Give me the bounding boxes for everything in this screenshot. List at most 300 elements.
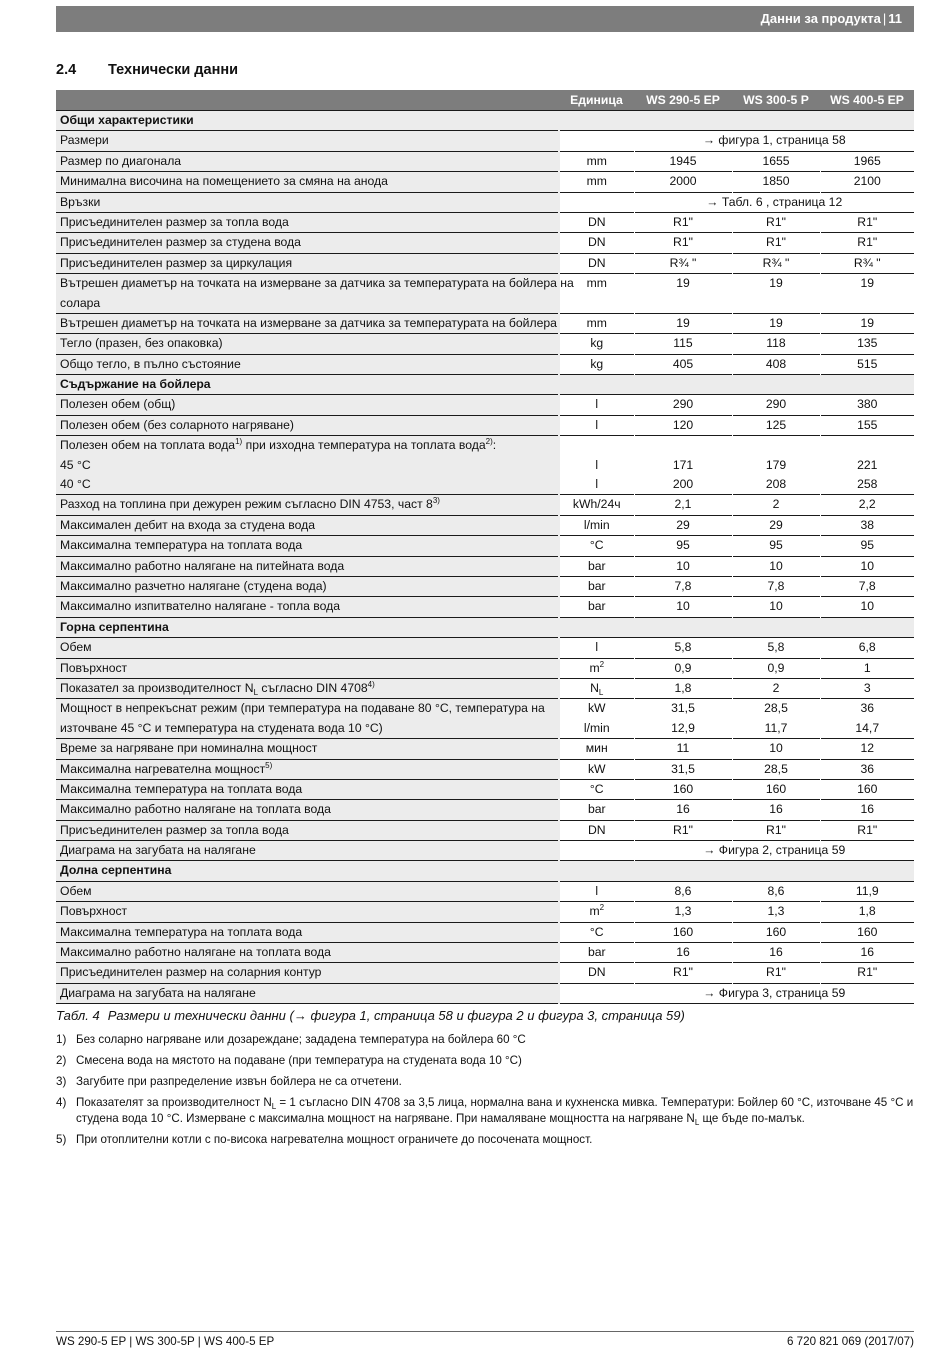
value-cell	[732, 436, 820, 456]
value-cell: 118	[732, 334, 820, 354]
value-cell: 29	[634, 515, 732, 535]
row-label-text: Диаграма на загубата на налягане	[60, 843, 256, 858]
value-cell: R1"	[820, 820, 914, 840]
value-cell: 19	[634, 313, 732, 333]
value-cell: 408	[732, 354, 820, 374]
row-label-text: Общо тегло, в пълно състояние	[60, 356, 241, 371]
row-label	[56, 415, 559, 435]
value-cell: 16	[634, 943, 732, 963]
column-header: WS 300-5 P	[732, 90, 820, 111]
unit-cell	[559, 800, 634, 820]
value-cell	[820, 436, 914, 456]
row-label-text: Повърхност	[60, 904, 128, 919]
row-label-text: Вътрешен диаметър на точката на измерване за датчика за температурата на бойлера на	[60, 276, 574, 291]
row-label	[56, 274, 574, 294]
footnote-text-part: При отоплителни котли с по-висока нагревателна мощност ограничете до посочената мощност.	[76, 1133, 593, 1146]
row-label	[56, 556, 559, 576]
value-cell: 6,8	[820, 638, 914, 658]
unit-cell	[559, 456, 634, 475]
value-cell: R1"	[634, 820, 732, 840]
row-label	[56, 294, 559, 314]
unit-sup: 2	[599, 903, 605, 913]
value-cell: 125	[732, 415, 820, 435]
value-cell: 16	[732, 800, 820, 820]
unit-cell	[559, 943, 634, 963]
value-cell: 95	[732, 536, 820, 556]
row-label-text: 40 °C	[60, 477, 91, 492]
value-cell: 208	[732, 475, 820, 495]
row-label	[56, 131, 559, 151]
value-cell: 95	[820, 536, 914, 556]
row-label-text: Максимално работно налягане на топлата вода	[60, 945, 331, 960]
row-label	[56, 151, 559, 171]
value-cell: 10	[732, 739, 820, 759]
row-label	[56, 963, 559, 983]
header-section: Данни за продукта	[760, 11, 881, 26]
unit-cell	[559, 556, 634, 576]
unit-text: l	[595, 397, 599, 412]
footnote	[56, 1074, 916, 1090]
value-cell: R1"	[732, 212, 820, 232]
footnote-ref: 4)	[367, 679, 375, 689]
value-cell: 3	[820, 678, 914, 698]
value-cell: 7,8	[732, 576, 820, 596]
unit-cell	[559, 436, 634, 456]
row-label-text: Максимална температура на топлата вода	[60, 781, 303, 796]
value-cell: 1655	[732, 151, 820, 171]
table-body	[56, 111, 914, 1004]
value-cell: 120	[634, 415, 732, 435]
unit-cell	[559, 212, 634, 232]
value-cell: R1"	[634, 963, 732, 983]
table-row	[56, 759, 914, 779]
unit-cell	[559, 192, 634, 212]
unit-cell	[559, 759, 634, 779]
footnote-number: 2)	[56, 1054, 67, 1067]
unit-cell	[559, 233, 634, 253]
value-cell: 36	[820, 699, 914, 719]
unit-text: DN	[587, 822, 606, 837]
unit-cell	[559, 253, 634, 273]
row-label	[56, 395, 559, 415]
footnote-number: 5)	[56, 1133, 67, 1146]
unit-cell	[559, 313, 634, 333]
table-row	[56, 313, 914, 333]
footer-doc-number: 6 720 821 069 (2017/07)	[787, 1335, 914, 1348]
row-label	[56, 983, 559, 1003]
table-row	[56, 233, 914, 253]
value-cell: 10	[634, 556, 732, 576]
value-cell: 95	[634, 536, 732, 556]
value-cell: 19	[820, 274, 914, 294]
unit-cell	[559, 779, 634, 799]
row-label	[56, 334, 559, 354]
group-row	[56, 861, 914, 881]
value-cell: 2	[732, 495, 820, 515]
value-cell: 2,1	[634, 495, 732, 515]
row-label	[56, 313, 559, 333]
caption-label: Табл. 4	[56, 1008, 100, 1023]
value-cell: 19	[732, 274, 820, 294]
footnote-ref: 2)	[485, 437, 493, 447]
table-row	[56, 597, 914, 617]
section-title	[56, 62, 238, 78]
value-cell: 160	[732, 779, 820, 799]
row-label	[56, 576, 559, 596]
row-label	[56, 172, 559, 192]
row-label	[56, 922, 559, 942]
table-row	[56, 536, 914, 556]
row-label-text: Присъединителен размер за топла вода	[60, 822, 289, 837]
unit-text: m	[589, 904, 600, 919]
unit-cell	[559, 658, 634, 678]
unit-text: m	[589, 660, 600, 675]
value-cell: 16	[634, 800, 732, 820]
unit-sub: L	[598, 687, 604, 697]
value-cell: 14,7	[820, 719, 914, 739]
value-cell: 1,8	[820, 902, 914, 922]
row-label-text: Диаграма на загубата на налягане	[60, 985, 256, 1000]
unit-text: °C	[589, 781, 604, 796]
footnote-sub: L	[694, 1118, 700, 1127]
row-label	[56, 597, 559, 617]
table-header-row	[56, 90, 914, 111]
section-heading: Технически данни	[108, 62, 238, 78]
row-label-text: Полезен обем на топлата вода	[60, 438, 236, 453]
row-label-text: Присъединителен размер за топла вода	[60, 214, 289, 229]
value-cell: 12	[820, 739, 914, 759]
footnote-ref: 1)	[235, 437, 243, 447]
value-cell	[634, 294, 732, 314]
unit-cell	[559, 678, 634, 698]
table-row	[56, 172, 914, 192]
unit-cell	[559, 902, 634, 922]
unit-cell	[559, 719, 634, 739]
unit-text: DN	[587, 255, 606, 270]
unit-cell	[559, 983, 634, 1003]
reference-cell: → Фигура 2, страница 59	[634, 841, 914, 861]
row-label	[56, 779, 559, 799]
unit-cell	[559, 820, 634, 840]
unit-text: l/min	[583, 517, 610, 532]
value-cell: 12,9	[634, 719, 732, 739]
unit-text: l	[595, 883, 599, 898]
unit-text: N	[590, 680, 599, 695]
row-label-text: 45 °C	[60, 457, 91, 472]
row-label-text: Максимално изпитвателно налягане - топла вода	[60, 599, 341, 614]
row-label	[56, 800, 559, 820]
value-cell: 258	[820, 475, 914, 495]
table-row	[56, 294, 914, 314]
value-cell: 8,6	[732, 881, 820, 901]
value-cell: R1"	[820, 212, 914, 232]
table-row	[56, 456, 914, 475]
unit-text: mm	[586, 276, 607, 291]
header-separator: |	[882, 11, 887, 26]
value-cell: 29	[732, 515, 820, 535]
group-row	[56, 375, 914, 395]
table-row	[56, 395, 914, 415]
row-label-text: Минимална височина на помещението за смяна на анода	[60, 174, 388, 189]
table-row	[56, 274, 914, 294]
group-label: Съдържание на бойлера	[56, 375, 914, 395]
row-label	[56, 233, 559, 253]
unit-cell	[559, 515, 634, 535]
footnote-text	[76, 1095, 916, 1127]
value-cell: 160	[634, 779, 732, 799]
value-cell: 171	[634, 456, 732, 475]
value-cell: 1,3	[634, 902, 732, 922]
footnote	[56, 1053, 916, 1069]
value-cell: 160	[820, 779, 914, 799]
value-cell: 380	[820, 395, 914, 415]
group-row	[56, 617, 914, 637]
value-cell: 160	[634, 922, 732, 942]
footnote-text-part: Смесена вода на мястото на подаване (при температура на студената вода 10 °C)	[76, 1054, 522, 1067]
row-label-text: Присъединителен размер за циркулация	[60, 255, 293, 270]
table-row	[56, 922, 914, 942]
unit-cell	[559, 354, 634, 374]
value-cell: R1"	[820, 963, 914, 983]
row-label-text: :	[492, 438, 497, 453]
row-label	[56, 536, 559, 556]
unit-cell	[559, 395, 634, 415]
row-label	[56, 212, 559, 232]
value-cell: 179	[732, 456, 820, 475]
value-cell: 28,5	[732, 699, 820, 719]
value-cell: 36	[820, 759, 914, 779]
table-row	[56, 192, 914, 212]
header-page-number: 11	[888, 11, 902, 26]
value-cell: 10	[634, 597, 732, 617]
value-cell: 31,5	[634, 699, 732, 719]
unit-text: mm	[586, 153, 607, 168]
row-label	[56, 515, 559, 535]
row-label	[56, 192, 559, 212]
table-row	[56, 436, 914, 456]
table-caption	[56, 1008, 685, 1023]
table-row	[56, 334, 914, 354]
table-row	[56, 638, 914, 658]
unit-text: DN	[587, 235, 606, 250]
table-row	[56, 983, 914, 1003]
caption-text: Размери и технически данни (→ фигура 1, страница 58 и фигура 2 и фигура 3, страница 59)	[107, 1008, 685, 1023]
row-label-text: Полезен обем (общ)	[60, 397, 176, 412]
footer-divider	[56, 1331, 914, 1332]
value-cell: 31,5	[634, 759, 732, 779]
footnote-sub: L	[271, 1102, 277, 1111]
unit-text: l	[595, 640, 599, 655]
table-row	[56, 699, 914, 719]
value-cell: R1"	[732, 820, 820, 840]
value-cell: 8,6	[634, 881, 732, 901]
row-label-text: солара	[60, 295, 101, 310]
value-cell: R1"	[634, 233, 732, 253]
reference-cell: → Фигура 3, страница 59	[634, 983, 914, 1003]
table-row	[56, 881, 914, 901]
unit-cell	[559, 536, 634, 556]
footnote-text	[76, 1032, 526, 1048]
table-row	[56, 820, 914, 840]
unit-text: bar	[587, 578, 606, 593]
unit-text: l	[595, 477, 599, 492]
row-label-text: Полезен обем (без соларното нагряване)	[60, 417, 294, 432]
value-cell: 5,8	[732, 638, 820, 658]
row-label-text: Присъединителен размер на соларния контур	[60, 965, 322, 980]
value-cell: 2100	[820, 172, 914, 192]
value-cell: 5,8	[634, 638, 732, 658]
unit-text: l	[595, 417, 599, 432]
row-label	[56, 902, 559, 922]
row-label-text: Връзки	[60, 194, 101, 209]
reference-cell: → фигура 1, страница 58	[634, 131, 914, 151]
row-label	[56, 436, 559, 456]
value-cell: 200	[634, 475, 732, 495]
row-label	[56, 495, 559, 515]
unit-cell	[559, 294, 634, 314]
column-header: Единица	[559, 90, 634, 111]
table-row	[56, 678, 914, 698]
footnote-text	[76, 1074, 402, 1090]
row-label	[56, 841, 559, 861]
row-label	[56, 658, 559, 678]
row-label-text: Разход на топлина при дежурен режим съгласно DIN 4753, част 8	[60, 497, 433, 512]
row-label-text: Тегло (празен, без опаковка)	[60, 336, 223, 351]
table-row	[56, 779, 914, 799]
value-cell: 16	[820, 943, 914, 963]
table-row	[56, 495, 914, 515]
unit-sup: 2	[599, 659, 605, 669]
table-row	[56, 515, 914, 535]
value-cell: R¾ "	[732, 253, 820, 273]
footnote-number: 4)	[56, 1096, 67, 1109]
row-label	[56, 678, 559, 698]
footnote-text-part: = 1 съгласно DIN 4708 за 3,5 лица, нормална вана и кухненска мивка. Температури: Бойлер 60 °C, източване 45 °C и студена вода 10 °C. Измерване с максимална мощност на нагряване. При намаляване мощността на нагряване N	[76, 1096, 914, 1125]
value-cell: R¾ "	[820, 253, 914, 273]
row-label-text: Максимален дебит на входа за студена вода	[60, 517, 315, 532]
footnote	[56, 1095, 916, 1127]
group-label: Долна серпентина	[56, 861, 914, 881]
table-row	[56, 739, 914, 759]
value-cell: 38	[820, 515, 914, 535]
value-cell: 0,9	[634, 658, 732, 678]
unit-text: l/min	[583, 720, 610, 735]
value-cell: 1965	[820, 151, 914, 171]
row-label	[56, 739, 559, 759]
unit-cell	[559, 699, 634, 719]
table-row	[56, 354, 914, 374]
value-cell: 160	[820, 922, 914, 942]
table-row	[56, 841, 914, 861]
row-label	[56, 820, 559, 840]
value-cell: R1"	[634, 212, 732, 232]
footnotes	[56, 1032, 916, 1153]
unit-text: kW	[587, 761, 606, 776]
unit-cell	[559, 638, 634, 658]
footnote-ref: 3)	[432, 496, 440, 506]
row-label	[56, 354, 559, 374]
unit-cell	[559, 922, 634, 942]
value-cell: 10	[732, 597, 820, 617]
unit-text: mm	[586, 315, 607, 330]
footnote-text-part: ще бъде по-малък.	[699, 1112, 805, 1125]
row-label-text: източване 45 °C и температура на студената вода 10 °C)	[60, 720, 383, 735]
reference-cell: → Табл. 6 , страница 12	[634, 192, 914, 212]
table-row	[56, 963, 914, 983]
table-row	[56, 212, 914, 232]
group-label: Общи характеристики	[56, 111, 914, 131]
value-cell	[820, 294, 914, 314]
unit-cell	[559, 172, 634, 192]
unit-cell	[559, 415, 634, 435]
table-row	[56, 415, 914, 435]
value-cell: 19	[732, 313, 820, 333]
value-cell: 19	[820, 313, 914, 333]
value-cell: 7,8	[820, 576, 914, 596]
unit-text: bar	[587, 945, 606, 960]
table-row	[56, 475, 914, 495]
unit-text: °C	[589, 924, 604, 939]
value-cell: 19	[634, 274, 732, 294]
row-label-text: Максимална температура на топлата вода	[60, 538, 303, 553]
group-row	[56, 111, 914, 131]
value-cell: 11,9	[820, 881, 914, 901]
table-row	[56, 131, 914, 151]
row-label-text: Максимално разчетно налягане (студена вода)	[60, 578, 327, 593]
section-number: 2.4	[56, 62, 77, 78]
value-cell	[634, 436, 732, 456]
row-label-text: Време за нагряване при номинална мощност	[60, 741, 318, 756]
table-row	[56, 658, 914, 678]
value-cell: 405	[634, 354, 732, 374]
table-row	[56, 902, 914, 922]
row-label-text: Размери	[60, 133, 109, 148]
unit-cell	[559, 151, 634, 171]
value-cell: 11	[634, 739, 732, 759]
row-label	[56, 719, 559, 739]
unit-text: DN	[587, 214, 606, 229]
value-cell: 1,8	[634, 678, 732, 698]
row-label-text: Максимално работно налягане на топлата вода	[60, 802, 331, 817]
value-cell: 2,2	[820, 495, 914, 515]
row-label-text: Обем	[60, 883, 92, 898]
unit-cell	[559, 495, 634, 515]
column-header: WS 290-5 EP	[634, 90, 732, 111]
footnote-ref: 5)	[265, 760, 273, 770]
row-label-text: при изходна температура на топлата вода	[242, 438, 486, 453]
value-cell: 10	[820, 597, 914, 617]
row-label	[56, 759, 559, 779]
column-header	[56, 90, 559, 111]
unit-text: bar	[587, 558, 606, 573]
table-row	[56, 800, 914, 820]
footnote-text	[76, 1132, 592, 1148]
row-label-text: Максимално работно налягане на питейната вода	[60, 558, 345, 573]
unit-cell	[559, 841, 634, 861]
footer-models: WS 290-5 EP | WS 300-5P | WS 400-5 EP	[56, 1335, 275, 1348]
unit-text: bar	[587, 599, 606, 614]
value-cell: 290	[732, 395, 820, 415]
row-label-text: Максимална нагревателна мощност	[60, 761, 266, 776]
unit-cell	[559, 881, 634, 901]
row-label	[56, 881, 559, 901]
unit-cell	[559, 739, 634, 759]
value-cell: 28,5	[732, 759, 820, 779]
footnote-text	[76, 1053, 522, 1069]
footnote-number: 1)	[56, 1033, 67, 1046]
table-row	[56, 719, 914, 739]
unit-text: kg	[590, 336, 604, 351]
